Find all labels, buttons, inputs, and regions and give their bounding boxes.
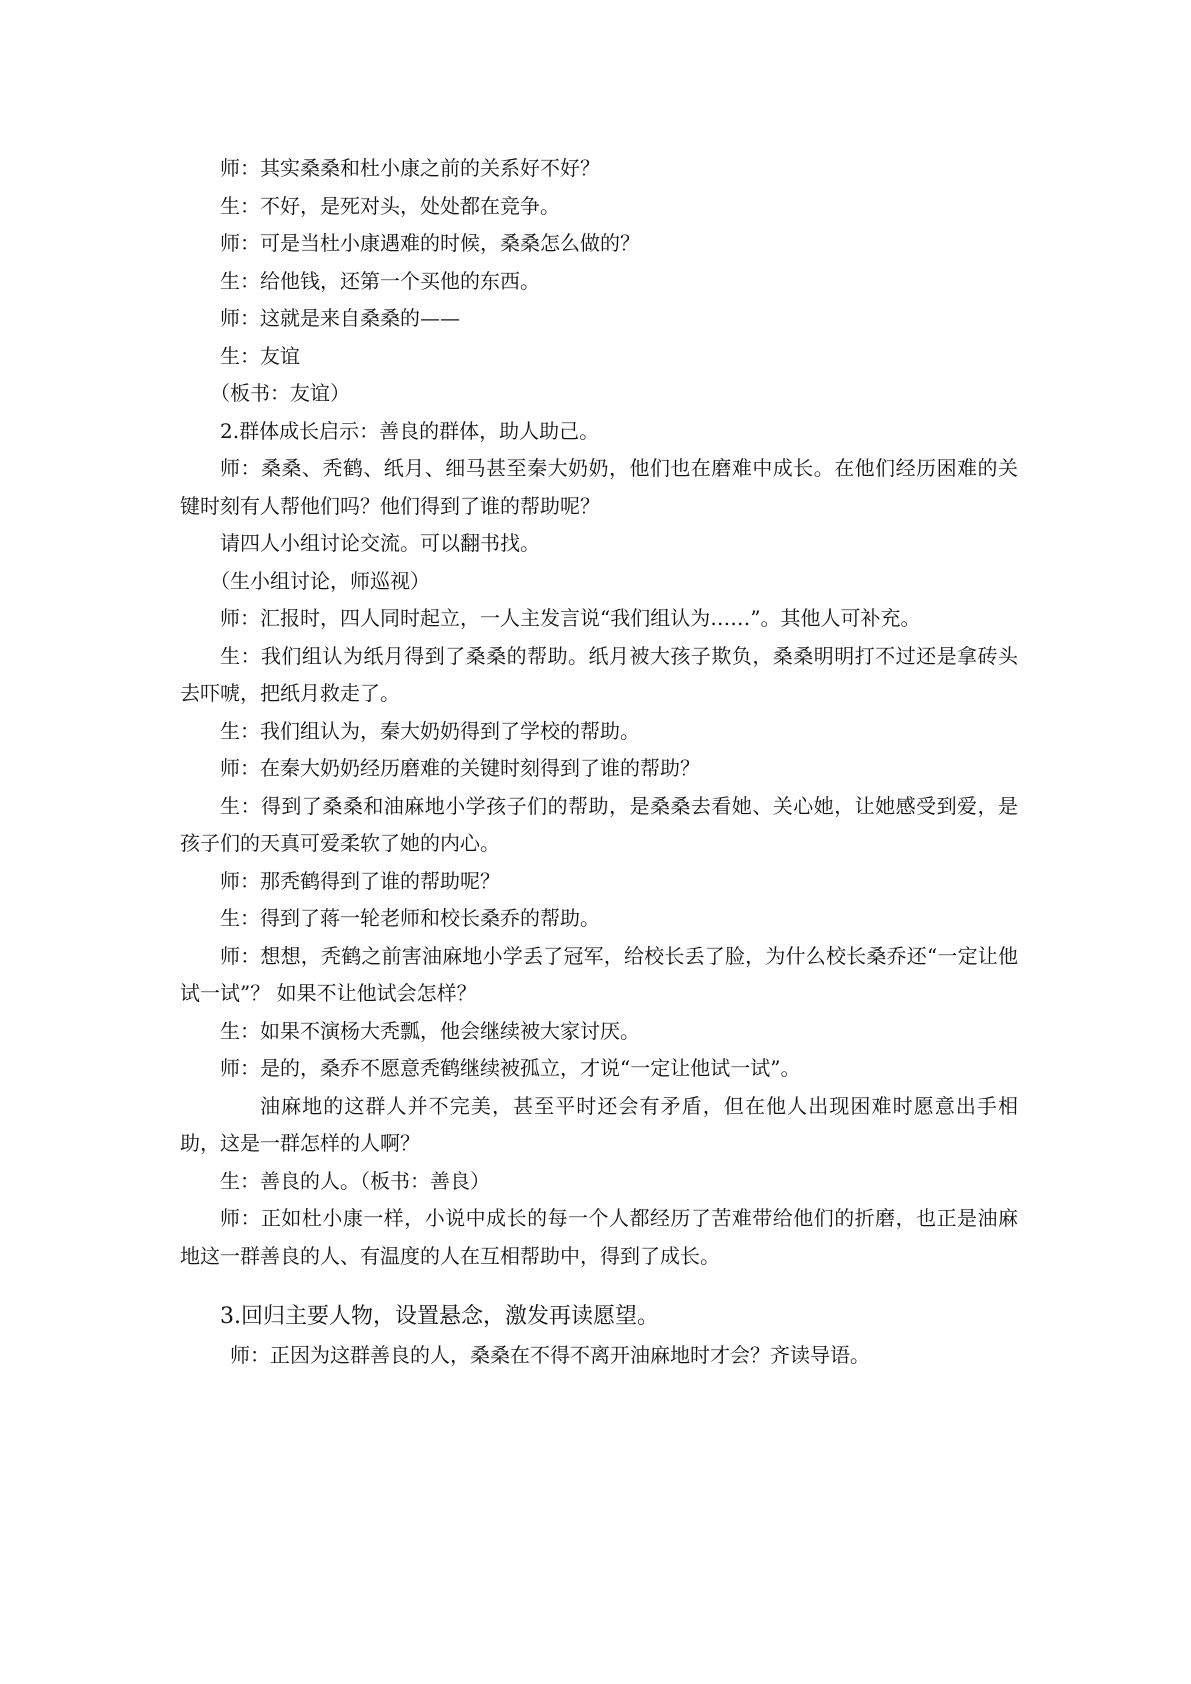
paragraph: 师：这就是来自桑桑的—— [220,306,460,330]
board-note: （板书：友谊） [210,381,350,405]
paragraph: 生：得到了桑桑和油麻地小学孩子们的帮助，是桑桑去看她、关心她，让她感受到爱，是孩子们的天真可爱柔软了她的内心。 [180,793,1018,855]
paragraph: 生：如果不演杨大秃瓢，他会继续被大家讨厌。 [220,1018,640,1043]
paragraph: 油麻地的这群人并不完美，甚至平时还会有矛盾，但在他人出现困难时愿意出手相助，这是一群怎样的人啊？ [180,1093,1018,1155]
paragraph: 生：友谊 [220,343,300,368]
paragraph: 生：善良的人。（板书：善良） [220,1168,490,1193]
paragraph: 师：在秦大奶奶经历磨难的关键时刻得到了谁的帮助？ [220,756,700,780]
paragraph: 师：正如杜小康一样，小说中成长的每一个人都经历了苦难带给他们的折磨，也正是油麻地这一群善良的人、有温度的人在互相帮助中，得到了成长。 [180,1206,1018,1268]
paragraph: 生：我们组认为纸月得到了桑桑的帮助。纸月被大孩子欺负，桑桑明明打不过还是拿砖头去吓唬，把纸月救走了。 [180,643,1018,705]
paragraph: 师：想想，秃鹤之前害油麻地小学丢了冠军，给校长丢了脸，为什么校长桑乔还“一定让他试一试”？ 如果不让他试会怎样？ [180,943,1018,1005]
paragraph: 生：不好，是死对头，处处都在竞争。 [220,193,560,218]
paragraph: 生：给他钱，还第一个买他的东西。 [220,268,540,293]
paragraph: 生：我们组认为，秦大奶奶得到了学校的帮助。 [220,718,640,743]
section-heading: 2.群体成长启示：善良的群体，助人助己。 [220,418,600,443]
paragraph: 请四人小组讨论交流。可以翻书找。 [220,531,540,555]
stage-direction: （生小组讨论，师巡视） [210,568,430,593]
paragraph: 师：其实桑桑和杜小康之前的关系好不好？ [220,156,600,180]
paragraph: 师：汇报时，四人同时起立，一人主发言说“我们组认为……”。其他人可补充。 [220,606,921,630]
paragraph: 师：正因为这群善良的人，桑桑在不得不离开油麻地时才会？齐读导语。 [230,1343,870,1367]
paragraph: 师：那秃鹤得到了谁的帮助呢？ [220,868,500,893]
paragraph: 师：桑桑、秃鹤、纸月、细马甚至秦大奶奶，他们也在磨难中成长。在他们经历困难的关键时刻有人帮他们吗？他们得到了谁的帮助呢？ [180,456,1018,518]
paragraph: 生：得到了蒋一轮老师和校长桑乔的帮助。 [220,906,600,930]
paragraph: 师：是的，桑乔不愿意秃鹤继续被孤立，才说“一定让他试一试”。 [220,1056,801,1080]
section-heading: 3.回归主要人物，设置悬念，激发再读愿望。 [220,1304,659,1329]
document-body [180,150,1018,1375]
paragraph: 师：可是当杜小康遇难的时候，桑桑怎么做的？ [220,231,640,255]
